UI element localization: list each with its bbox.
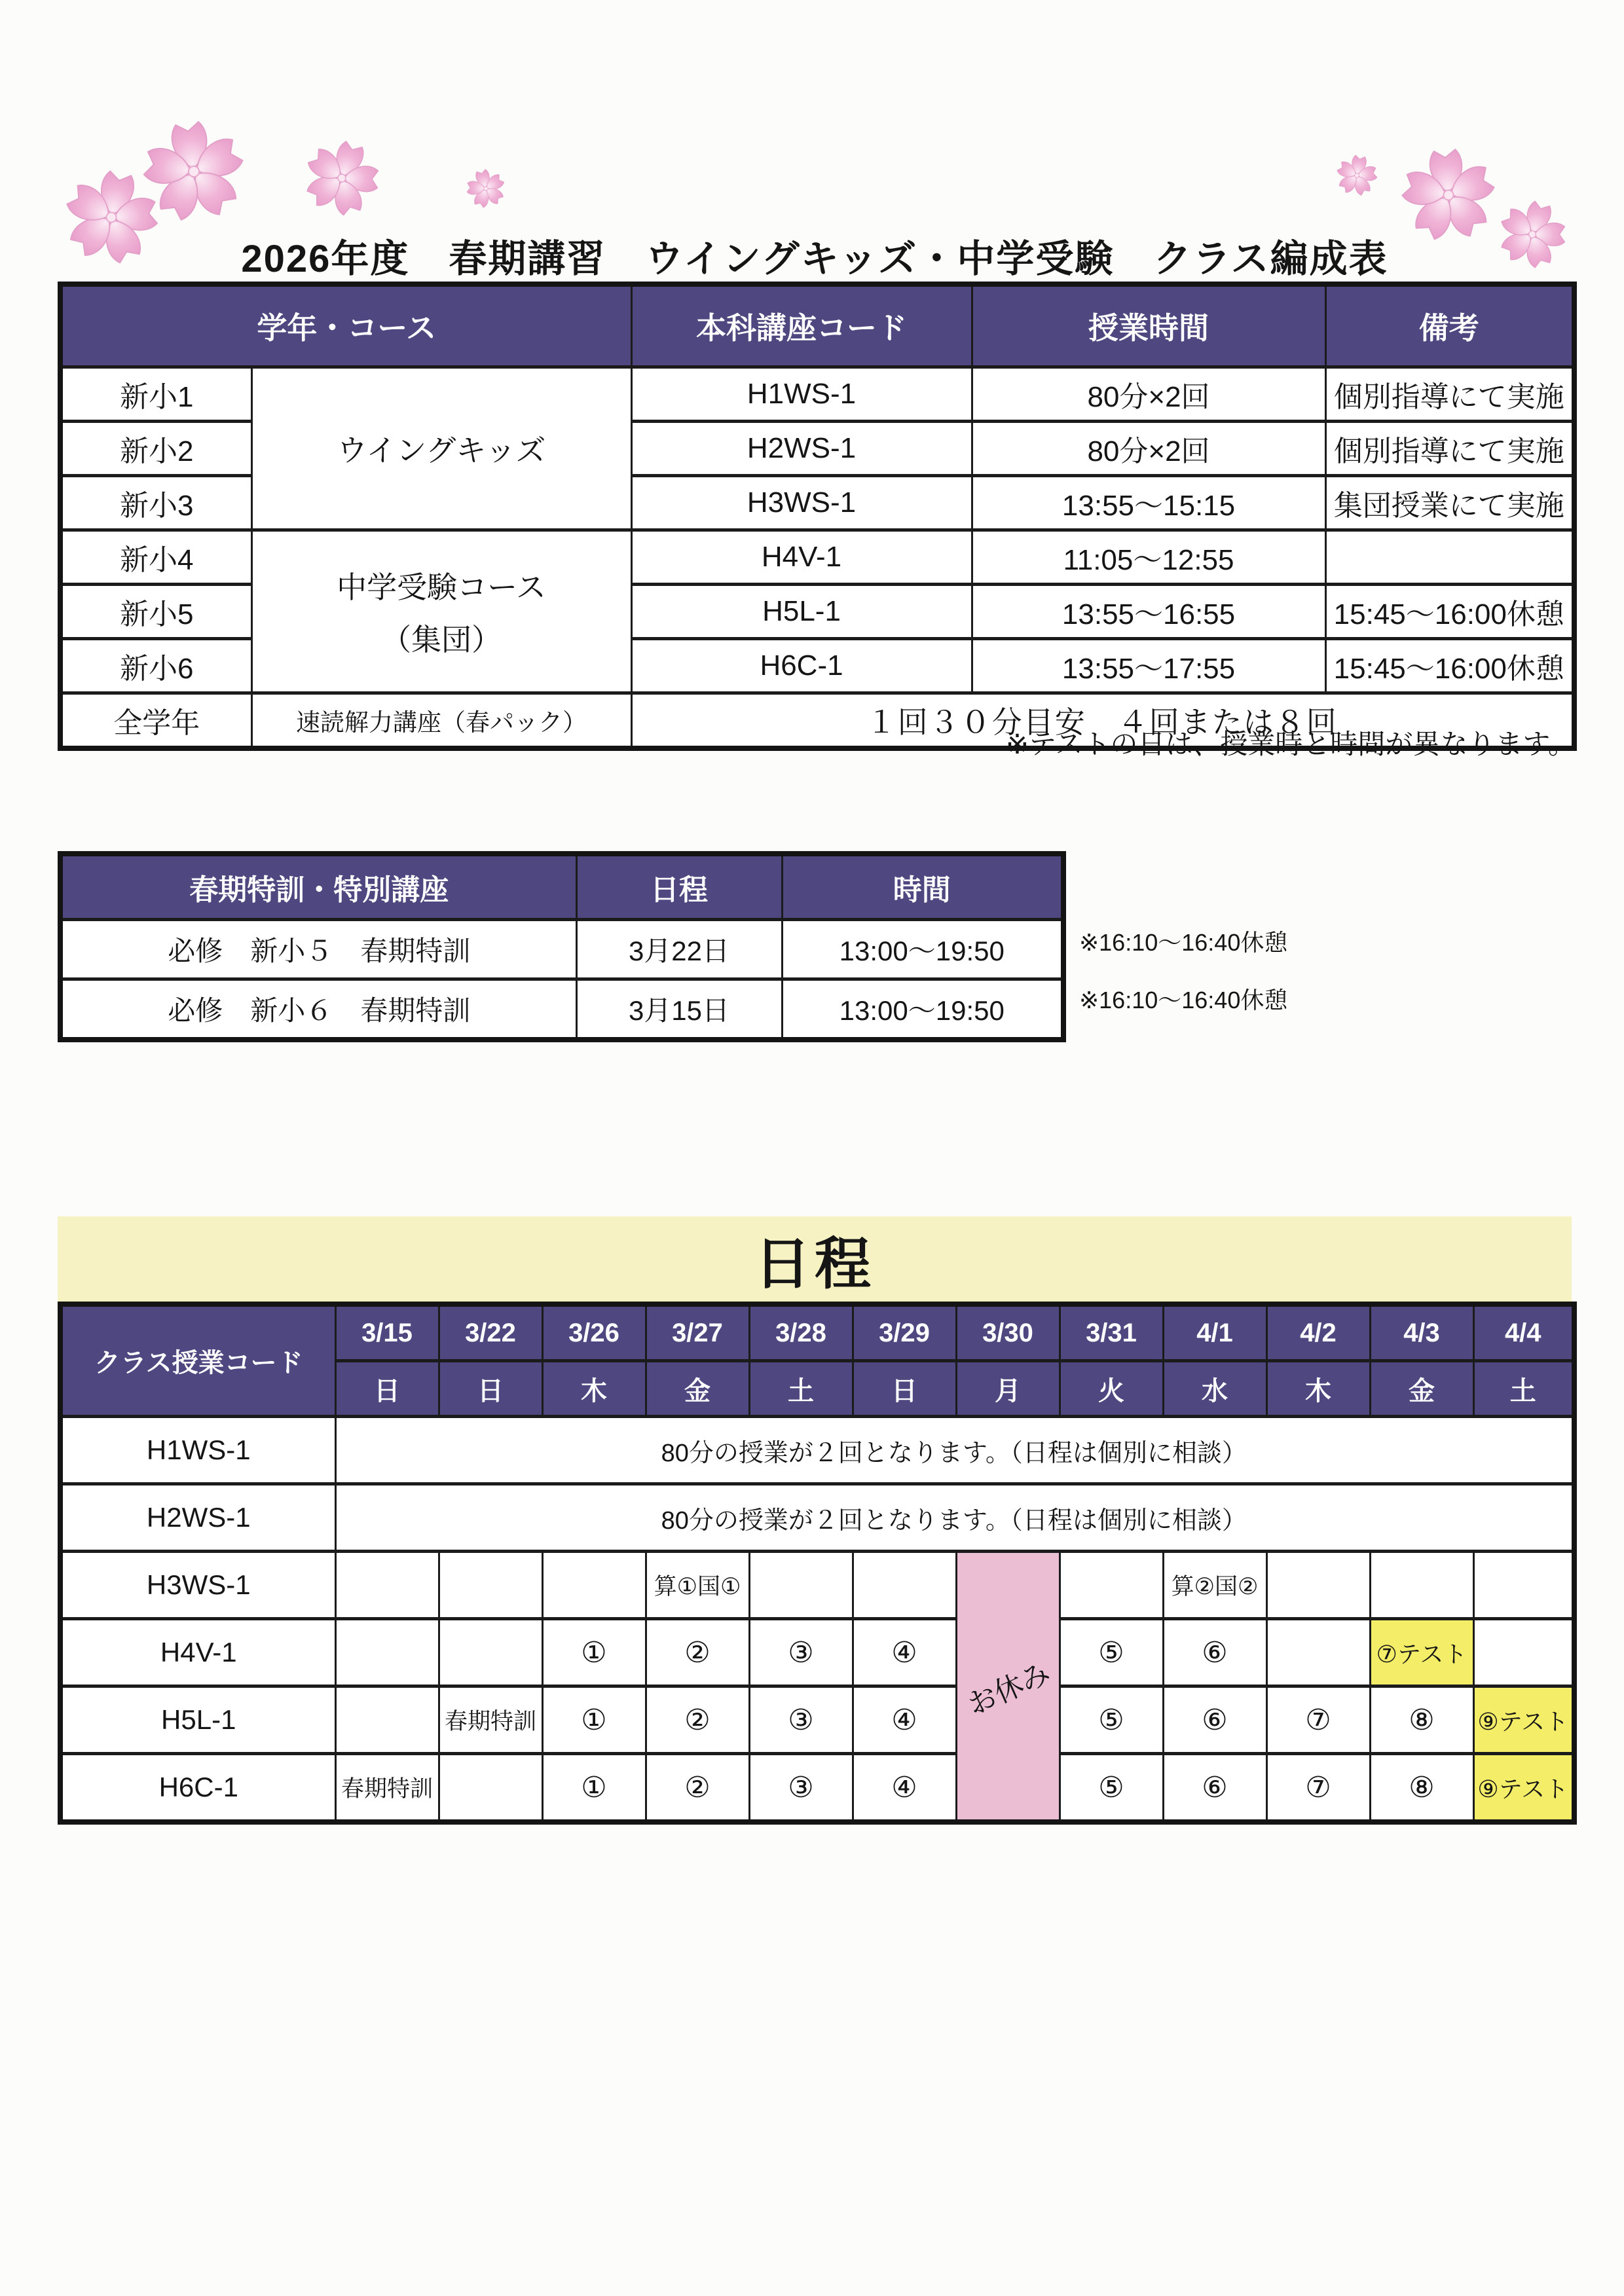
remark-cell: 15:45～16:00休憩: [1325, 639, 1574, 693]
day-header: 金: [646, 1361, 749, 1417]
header-grade-course: 学年・コース: [60, 284, 631, 367]
remark-cell: 個別指導にて実施: [1325, 422, 1574, 476]
special-table-header-row: [60, 854, 1063, 920]
schedule-cell: ⑦: [1266, 1754, 1370, 1823]
test-day-cell: ⑦テスト: [1370, 1619, 1473, 1686]
course-group-line2: （集団）: [381, 623, 502, 657]
schedule-cell: ④: [853, 1619, 956, 1686]
code-cell: H2WS-1: [631, 422, 972, 476]
header-time: 時間: [782, 854, 1063, 920]
schedule-cell: [1473, 1619, 1574, 1686]
time-cell: 80分×2回: [972, 422, 1325, 476]
time-cell: 13:55～15:15: [972, 476, 1325, 530]
class-code-cell: H3WS-1: [60, 1552, 335, 1619]
day-header: 日: [335, 1361, 439, 1417]
schedule-cell: [335, 1552, 439, 1619]
time-cell: 13:55～17:55: [972, 639, 1325, 693]
schedule-cell: 算②国②: [1163, 1552, 1266, 1619]
course-group-chugaku: [251, 530, 631, 693]
day-header: 日: [439, 1361, 542, 1417]
table-row: [60, 920, 1063, 979]
schedule-row-h5l: [60, 1686, 1574, 1754]
schedule-cell: ⑧: [1370, 1686, 1473, 1754]
header-remarks: 備考: [1325, 284, 1574, 367]
grade-cell: 全学年: [60, 693, 251, 749]
schedule-cell: [439, 1754, 542, 1823]
schedule-cell: ④: [853, 1686, 956, 1754]
schedule-row-h6c: [60, 1754, 1574, 1823]
schedule-row-h4v: [60, 1619, 1574, 1686]
time-cell: 13:55～16:55: [972, 585, 1325, 639]
code-cell: H4V-1: [631, 530, 972, 585]
code-cell: H6C-1: [631, 639, 972, 693]
break-note: ※16:10～16:40休憩: [1079, 929, 1288, 956]
schedule-cell: ①: [542, 1686, 646, 1754]
schedule-row-h1ws: [60, 1417, 1574, 1484]
day-header: 木: [542, 1361, 646, 1417]
test-day-note: ※テストの日は、授業時と時間が異なります。: [1005, 729, 1576, 759]
header-class-code: クラス授業コード: [60, 1304, 335, 1417]
schedule-cell: [1266, 1619, 1370, 1686]
grade-cell: 新小1: [60, 367, 251, 422]
date-header: 3/27: [646, 1304, 749, 1361]
schedule-cell: [439, 1552, 542, 1619]
schedule-row-h3ws: [60, 1552, 1574, 1619]
schedule-cell: [749, 1552, 853, 1619]
schedule-cell: [1473, 1552, 1574, 1619]
table-row: [60, 367, 1574, 422]
class-code-cell: H5L-1: [60, 1686, 335, 1754]
holiday-cell: [956, 1552, 1060, 1823]
schedule-cell: 春期特訓: [439, 1686, 542, 1754]
header-time: 授業時間: [972, 284, 1325, 367]
special-training-table: [58, 851, 1066, 1042]
header-date: 日程: [576, 854, 782, 920]
day-header: 土: [749, 1361, 853, 1417]
schedule-cell: [853, 1552, 956, 1619]
day-header: 金: [1370, 1361, 1473, 1417]
schedule-cell: ③: [749, 1754, 853, 1823]
footer-course-cell: 速読解力講座（春パック）: [251, 693, 631, 749]
course-group-line1: 中学受験コース: [337, 570, 546, 604]
schedule-cell: ⑤: [1060, 1619, 1163, 1686]
grade-cell: 新小5: [60, 585, 251, 639]
date-header: 3/31: [1060, 1304, 1163, 1361]
date-header: 4/4: [1473, 1304, 1574, 1361]
schedule-table: [58, 1302, 1577, 1825]
class-code-cell: H2WS-1: [60, 1484, 335, 1552]
special-course-cell: 必修 新小５ 春期特訓: [60, 920, 576, 979]
code-cell: H1WS-1: [631, 367, 972, 422]
schedule-cell: [542, 1552, 646, 1619]
schedule-date-header-row: [60, 1304, 1574, 1361]
schedule-cell: 算①国①: [646, 1552, 749, 1619]
course-table: [58, 282, 1577, 751]
schedule-cell: ②: [646, 1686, 749, 1754]
schedule-cell: ⑦: [1266, 1686, 1370, 1754]
schedule-cell: ⑤: [1060, 1686, 1163, 1754]
class-code-cell: H1WS-1: [60, 1417, 335, 1484]
date-header: 3/29: [853, 1304, 956, 1361]
schedule-cell: [1370, 1552, 1473, 1619]
day-header: 水: [1163, 1361, 1266, 1417]
schedule-cell: [335, 1686, 439, 1754]
header-code: 本科講座コード: [631, 284, 972, 367]
schedule-cell: [1060, 1552, 1163, 1619]
schedule-cell: ⑧: [1370, 1754, 1473, 1823]
table-row: [60, 979, 1063, 1040]
grade-cell: 新小6: [60, 639, 251, 693]
remark-cell: 集団授業にて実施: [1325, 476, 1574, 530]
schedule-cell: ⑤: [1060, 1754, 1163, 1823]
course-group-wingkids: ウイングキッズ: [251, 367, 631, 530]
schedule-cell: ①: [542, 1754, 646, 1823]
date-header: 3/22: [439, 1304, 542, 1361]
schedule-cell: 春期特訓: [335, 1754, 439, 1823]
date-cell: 3月15日: [576, 979, 782, 1040]
class-code-cell: H4V-1: [60, 1619, 335, 1686]
schedule-cell: ③: [749, 1686, 853, 1754]
code-cell: H5L-1: [631, 585, 972, 639]
day-header: 月: [956, 1361, 1060, 1417]
date-cell: 3月22日: [576, 920, 782, 979]
date-header: 4/2: [1266, 1304, 1370, 1361]
individual-schedule-note: 80分の授業が２回となります。（日程は個別に相談）: [335, 1417, 1574, 1484]
date-header: 4/1: [1163, 1304, 1266, 1361]
remark-cell: [1325, 530, 1574, 585]
schedule-cell: ⑥: [1163, 1619, 1266, 1686]
special-course-cell: 必修 新小６ 春期特訓: [60, 979, 576, 1040]
grade-cell: 新小3: [60, 476, 251, 530]
schedule-cell: ②: [646, 1619, 749, 1686]
code-cell: H3WS-1: [631, 476, 972, 530]
grade-cell: 新小2: [60, 422, 251, 476]
individual-schedule-note: 80分の授業が２回となります。（日程は個別に相談）: [335, 1484, 1574, 1552]
time-cell: 80分×2回: [972, 367, 1325, 422]
break-note: ※16:10～16:40休憩: [1079, 987, 1288, 1013]
schedule-row-h2ws: [60, 1484, 1574, 1552]
class-code-cell: H6C-1: [60, 1754, 335, 1823]
date-header: 3/15: [335, 1304, 439, 1361]
test-day-cell: ⑨テスト: [1473, 1686, 1574, 1754]
date-header: 3/30: [956, 1304, 1060, 1361]
course-table-header-row: [60, 284, 1574, 367]
remark-cell: 個別指導にて実施: [1325, 367, 1574, 422]
test-day-cell: ⑨テスト: [1473, 1754, 1574, 1823]
day-header: 火: [1060, 1361, 1163, 1417]
schedule-cell: ⑥: [1163, 1686, 1266, 1754]
header-special-course: 春期特訓・特別講座: [60, 854, 576, 920]
day-header: 土: [1473, 1361, 1574, 1417]
schedule-cell: ②: [646, 1754, 749, 1823]
day-header: 日: [853, 1361, 956, 1417]
time-cell: 13:00～19:50: [782, 920, 1063, 979]
schedule-cell: ①: [542, 1619, 646, 1686]
schedule-section-banner: 日程: [58, 1216, 1572, 1302]
time-cell: 11:05～12:55: [972, 530, 1325, 585]
footer-info-cell: １回３０分目安 ４回または８回: [631, 693, 1574, 749]
schedule-cell: ③: [749, 1619, 853, 1686]
date-header: 3/28: [749, 1304, 853, 1361]
remark-cell: 15:45～16:00休憩: [1325, 585, 1574, 639]
time-cell: 13:00～19:50: [782, 979, 1063, 1040]
table-row: [60, 530, 1574, 585]
schedule-cell: [439, 1619, 542, 1686]
schedule-cell: ④: [853, 1754, 956, 1823]
schedule-cell: ⑥: [1163, 1754, 1266, 1823]
page-title: 2026年度 春期講習 ウイングキッズ・中学受験 クラス編成表: [241, 238, 1388, 280]
schedule-cell: [1266, 1552, 1370, 1619]
date-header: 4/3: [1370, 1304, 1473, 1361]
schedule-cell: [335, 1619, 439, 1686]
holiday-label: お休み: [963, 1656, 1056, 1721]
grade-cell: 新小4: [60, 530, 251, 585]
day-header: 木: [1266, 1361, 1370, 1417]
date-header: 3/26: [542, 1304, 646, 1361]
